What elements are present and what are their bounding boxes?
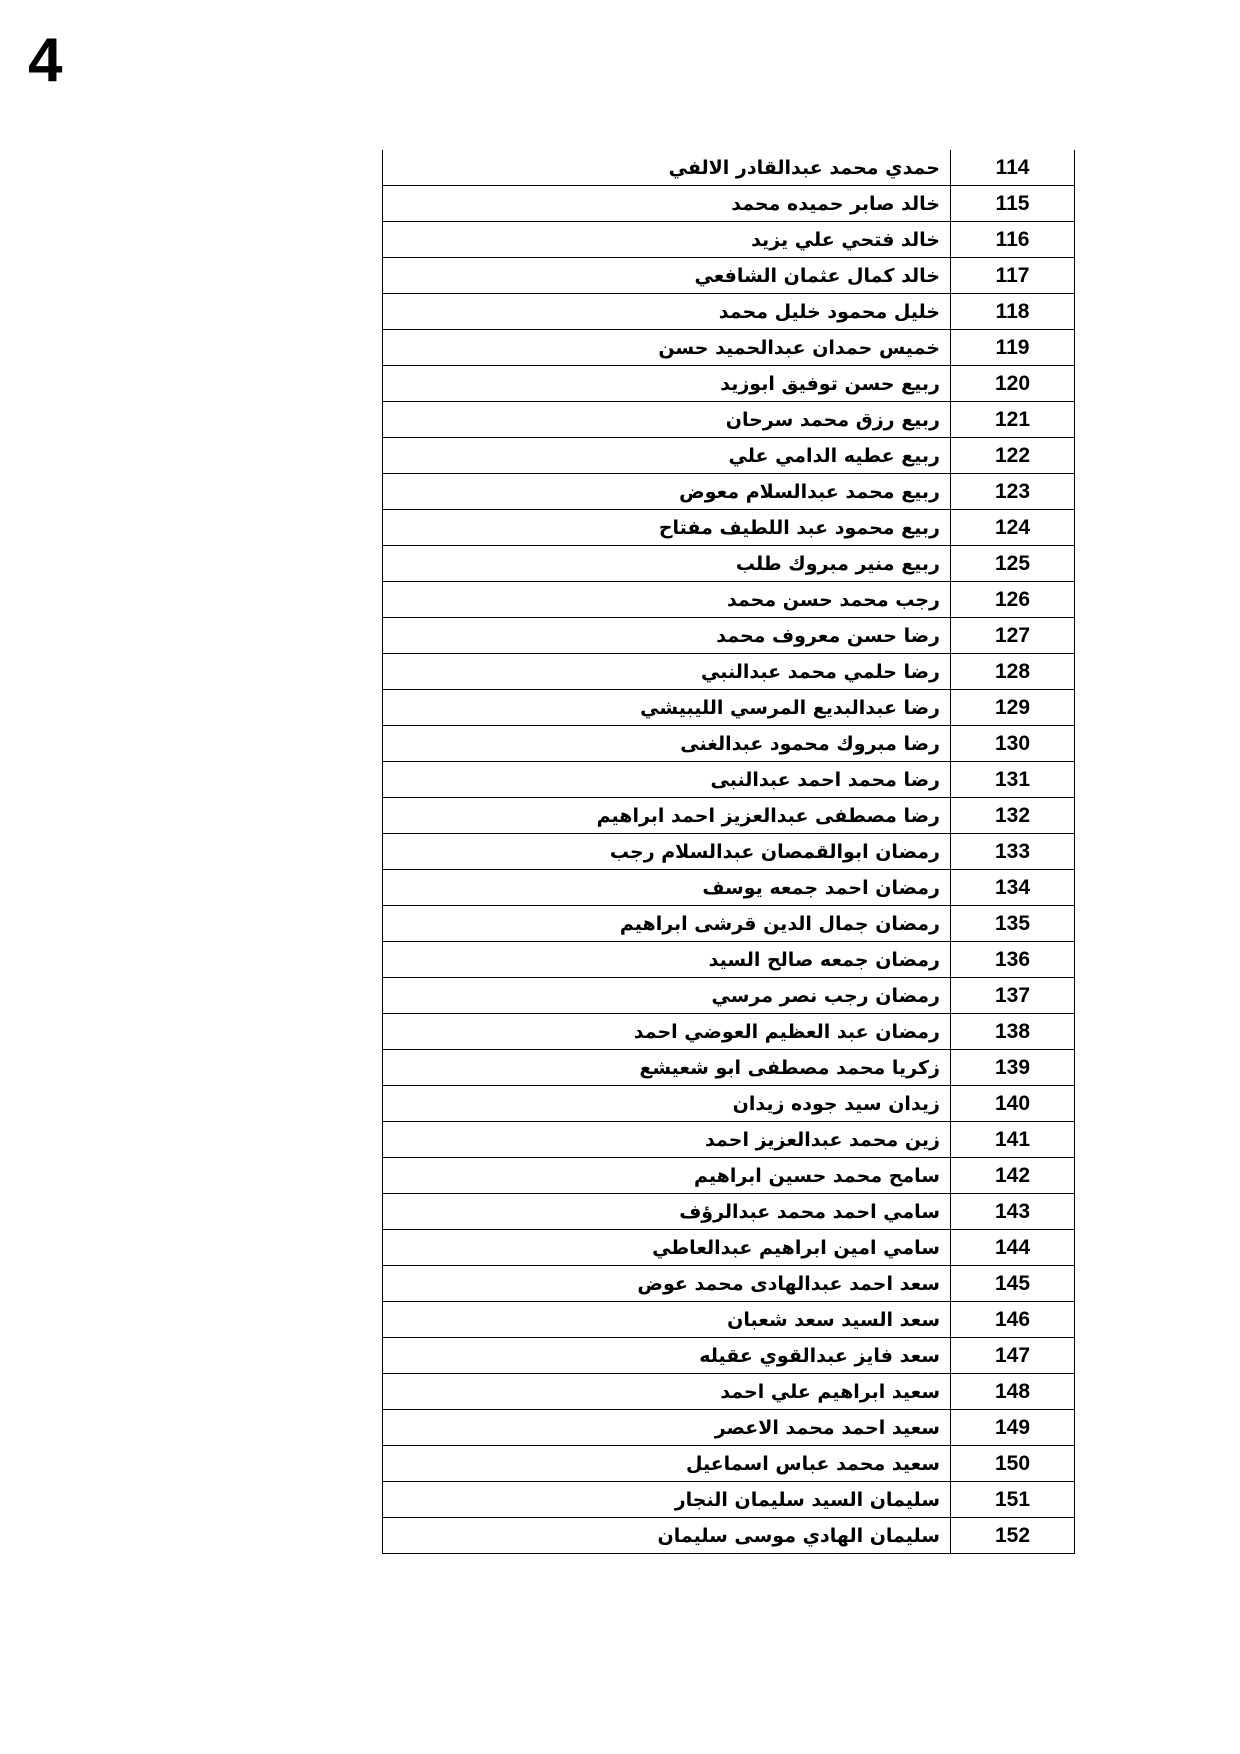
number-cell: 135 [951,906,1075,942]
table-row [383,1122,1075,1158]
table-row [383,798,1075,834]
table-row [383,258,1075,294]
table-row [383,762,1075,798]
table-row [383,1518,1075,1554]
number-cell: 120 [951,366,1075,402]
name-cell: خالد كمال عثمان الشافعي [383,258,951,294]
number-cell: 127 [951,618,1075,654]
number-cell: 151 [951,1482,1075,1518]
number-cell: 131 [951,762,1075,798]
number-cell: 129 [951,690,1075,726]
name-cell: ربيع محمد عبدالسلام معوض [383,474,951,510]
number-cell: 115 [951,186,1075,222]
number-cell: 152 [951,1518,1075,1554]
number-cell: 147 [951,1338,1075,1374]
name-cell: رضا محمد احمد عبدالنبى [383,762,951,798]
number-cell: 133 [951,834,1075,870]
name-cell: رضا مبروك محمود عبدالغنى [383,726,951,762]
name-cell: سامي امين ابراهيم عبدالعاطي [383,1230,951,1266]
name-cell: سامح محمد حسين ابراهيم [383,1158,951,1194]
name-cell: رمضان رجب نصر مرسي [383,978,951,1014]
number-cell: 144 [951,1230,1075,1266]
table-row [383,402,1075,438]
table-row [383,1410,1075,1446]
table-row [383,1338,1075,1374]
name-cell: رمضان عبد العظيم العوضي احمد [383,1014,951,1050]
name-cell: زين محمد عبدالعزيز احمد [383,1122,951,1158]
number-cell: 140 [951,1086,1075,1122]
name-cell: رمضان ابوالقمصان عبدالسلام رجب [383,834,951,870]
number-cell: 136 [951,942,1075,978]
number-cell: 123 [951,474,1075,510]
name-cell: خالد صابر حميده محمد [383,186,951,222]
number-cell: 122 [951,438,1075,474]
table-row [383,330,1075,366]
number-cell: 126 [951,582,1075,618]
number-cell: 148 [951,1374,1075,1410]
table-row [383,366,1075,402]
number-cell: 121 [951,402,1075,438]
table-row [383,582,1075,618]
number-cell: 142 [951,1158,1075,1194]
table-row [383,690,1075,726]
table-row [383,546,1075,582]
number-cell: 128 [951,654,1075,690]
name-cell: خليل محمود خليل محمد [383,294,951,330]
number-cell: 149 [951,1410,1075,1446]
number-cell: 145 [951,1266,1075,1302]
name-cell: سعد فايز عبدالقوي عقيله [383,1338,951,1374]
number-cell: 124 [951,510,1075,546]
number-cell: 138 [951,1014,1075,1050]
table-row [383,438,1075,474]
name-cell: ربيع رزق محمد سرحان [383,402,951,438]
name-cell: ربيع حسن توفيق ابوزيد [383,366,951,402]
name-cell: ربيع عطيه الدامي علي [383,438,951,474]
name-cell: حمدي محمد عبدالقادر الالفي [383,150,951,186]
table-row [383,1050,1075,1086]
table-row [383,1014,1075,1050]
name-cell: رمضان جمعه صالح السيد [383,942,951,978]
name-cell: ربيع منير مبروك طلب [383,546,951,582]
number-cell: 116 [951,222,1075,258]
number-cell: 119 [951,330,1075,366]
table-row [383,834,1075,870]
table-row [383,1302,1075,1338]
table-row [383,150,1075,186]
table-row [383,1086,1075,1122]
name-cell: رضا حلمي محمد عبدالنبي [383,654,951,690]
name-cell: سعيد احمد محمد الاعصر [383,1410,951,1446]
table-row [383,1194,1075,1230]
table-row [383,222,1075,258]
number-cell: 118 [951,294,1075,330]
name-cell: ربيع محمود عبد اللطيف مفتاح [383,510,951,546]
name-cell: خالد فتحي علي يزيد [383,222,951,258]
name-cell: سامي احمد محمد عبدالرؤف [383,1194,951,1230]
number-cell: 114 [951,150,1075,186]
number-cell: 150 [951,1446,1075,1482]
number-cell: 134 [951,870,1075,906]
table-row [383,474,1075,510]
table-row [383,1446,1075,1482]
name-cell: زكريا محمد مصطفى ابو شعيشع [383,1050,951,1086]
number-cell: 117 [951,258,1075,294]
table-row [383,510,1075,546]
table-row [383,1158,1075,1194]
number-cell: 137 [951,978,1075,1014]
name-cell: زيدان سيد جوده زيدان [383,1086,951,1122]
name-cell: سليمان السيد سليمان النجار [383,1482,951,1518]
table-row [383,942,1075,978]
number-cell: 139 [951,1050,1075,1086]
name-cell: سعد السيد سعد شعبان [383,1302,951,1338]
table-body [383,150,1075,1554]
table-row [383,1374,1075,1410]
name-cell: سعد احمد عبدالهادى محمد عوض [383,1266,951,1302]
table-row [383,654,1075,690]
name-cell: رمضان احمد جمعه يوسف [383,870,951,906]
name-cell: سليمان الهادي موسى سليمان [383,1518,951,1554]
number-cell: 132 [951,798,1075,834]
number-cell: 146 [951,1302,1075,1338]
names-table [382,150,1075,1554]
table-row [383,1230,1075,1266]
table-row [383,294,1075,330]
table-row [383,870,1075,906]
name-cell: رضا عبدالبديع المرسي الليبيشي [383,690,951,726]
name-cell: سعيد ابراهيم علي احمد [383,1374,951,1410]
name-cell: سعيد محمد عباس اسماعيل [383,1446,951,1482]
name-cell: رجب محمد حسن محمد [383,582,951,618]
number-cell: 130 [951,726,1075,762]
name-cell: رضا حسن معروف محمد [383,618,951,654]
table-row [383,726,1075,762]
name-cell: رمضان جمال الدين قرشى ابراهيم [383,906,951,942]
number-cell: 143 [951,1194,1075,1230]
name-cell: رضا مصطفى عبدالعزيز احمد ابراهيم [383,798,951,834]
table-row [383,186,1075,222]
table-row [383,1266,1075,1302]
table-row [383,906,1075,942]
number-cell: 125 [951,546,1075,582]
name-cell: خميس حمدان عبدالحميد حسن [383,330,951,366]
table-row [383,618,1075,654]
table-row [383,1482,1075,1518]
table-row [383,978,1075,1014]
page-number: 4 [28,26,63,95]
number-cell: 141 [951,1122,1075,1158]
